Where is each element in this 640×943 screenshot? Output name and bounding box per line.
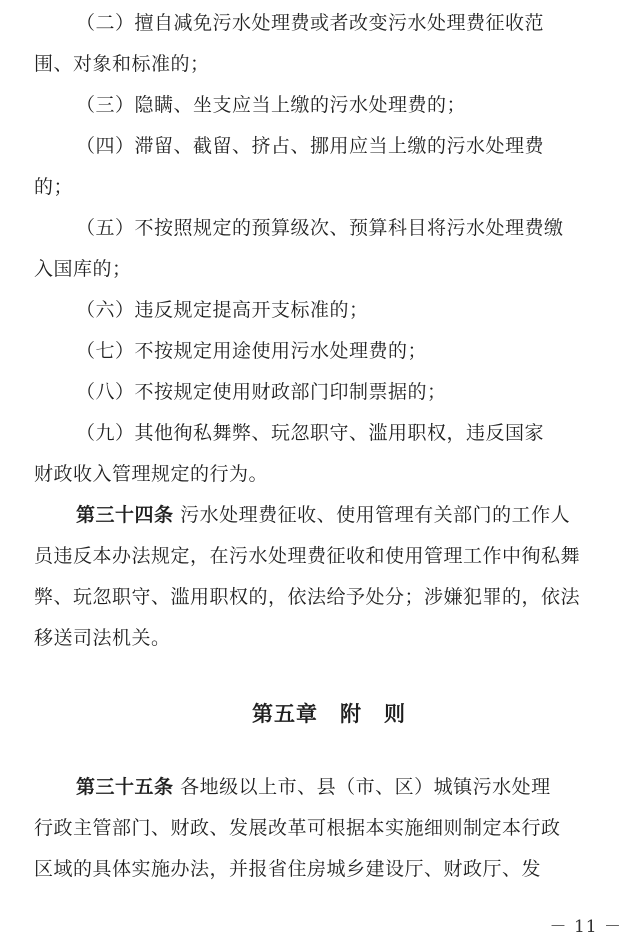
clause-8: （八）不按规定使用财政部门印制票据的；	[76, 381, 447, 403]
clause-7: （七）不按规定用途使用污水处理费的；	[76, 340, 428, 362]
clause-2-line-1: （二）擅自减免污水处理费或者改变污水处理费征收范	[76, 12, 545, 34]
clause-9-line-1: （九）其他徇私舞弊、玩忽职守、滥用职权，违反国家	[76, 422, 545, 444]
article-34-line-1	[34, 500, 624, 531]
article-35-title: 第三十五条	[76, 776, 174, 798]
article-35-line-3: 区域的具体实施办法，并报省住房城乡建设厅、财政厅、发	[34, 858, 542, 880]
clause-4-line-2: 的；	[34, 176, 74, 198]
document-body	[34, 8, 624, 895]
page-number: － 11 －	[549, 917, 622, 937]
clause-6: （六）违反规定提高开支标准的；	[76, 299, 369, 321]
article-34-title: 第三十四条	[76, 504, 174, 526]
article-34-text: 污水处理费征收、使用管理有关部门的工作人	[180, 504, 571, 526]
article-34-line-3: 弊、玩忽职守、滥用职权的，依法给予处分；涉嫌犯罪的，依法	[34, 586, 581, 608]
article-34-line-2: 员违反本办法规定，在污水处理费征收和使用管理工作中徇私舞	[34, 545, 581, 567]
article-34-line-4: 移送司法机关。	[34, 627, 171, 649]
article-35-line-1	[34, 772, 624, 803]
article-35-text: 各地级以上市、县（市、区）城镇污水处理	[180, 776, 551, 798]
chapter-heading: 第五章 附 则	[252, 701, 406, 726]
clause-5-line-2: 入国库的；	[34, 258, 132, 280]
clause-5-line-1: （五）不按照规定的预算级次、预算科目将污水处理费缴	[76, 217, 564, 239]
clause-4-line-1: （四）滞留、截留、挤占、挪用应当上缴的污水处理费	[76, 135, 545, 157]
article-35-line-2: 行政主管部门、财政、发展改革可根据本实施细则制定本行政	[34, 817, 561, 839]
clause-9-line-2: 财政收入管理规定的行为。	[34, 463, 269, 485]
clause-3: （三）隐瞒、坐支应当上缴的污水处理费的；	[76, 94, 467, 116]
clause-2-line-2: 围、对象和标准的；	[34, 53, 210, 75]
